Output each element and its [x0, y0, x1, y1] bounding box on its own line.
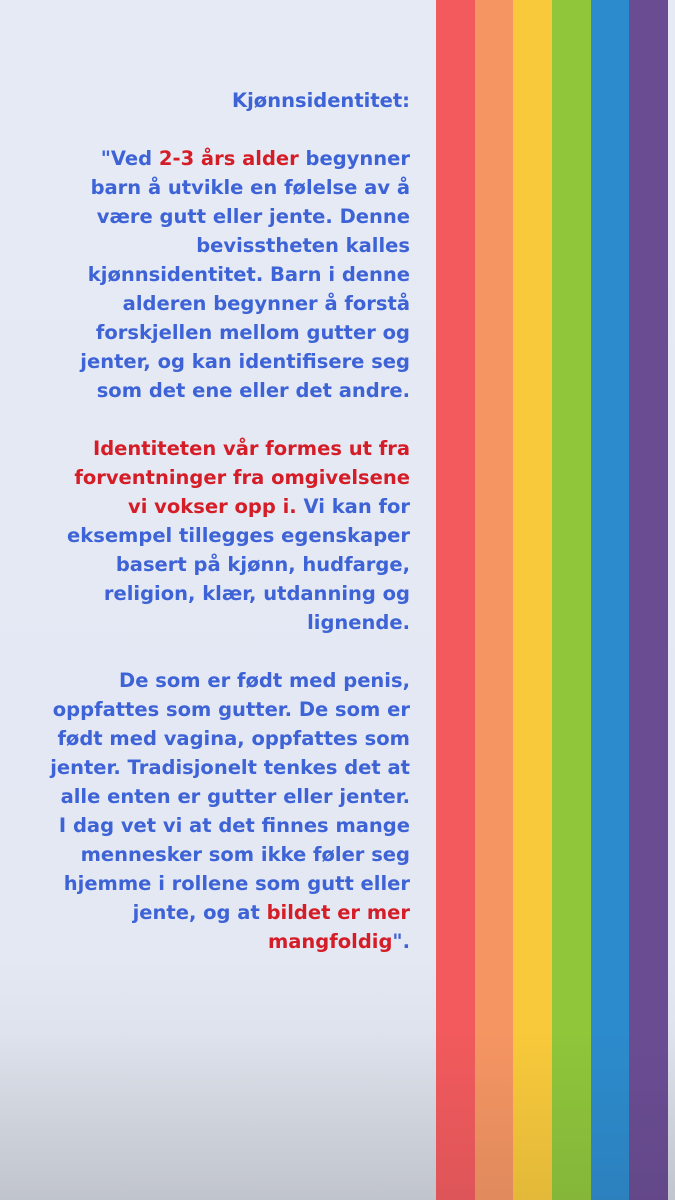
- paragraph-3: [50, 666, 410, 956]
- rainbow-stripes: [436, 0, 668, 1200]
- story-heading: Kjønnsidentitet:: [232, 89, 410, 112]
- paragraph-1-highlight: 2-3 års alder: [158, 147, 299, 170]
- paragraph-1-text-c: begynner barn å utvikle en følelse av å være gutt eller jente. Denne bevisstheten kalles kjønnsidentitet. Barn i denne alderen begynner å forstå forskjellen mellom gutter og jenter, og kan identifisere seg som det ene eller det andre.: [80, 147, 410, 402]
- stripe-yellow: [513, 0, 552, 1200]
- stripe-green: [552, 0, 591, 1200]
- story-text: [50, 86, 410, 956]
- paragraph-1: [50, 144, 410, 405]
- paragraph-3-text-c: ".: [392, 930, 410, 953]
- stripe-red: [436, 0, 475, 1200]
- paragraph-2-highlight: Identiteten vår formes ut fra forventninger fra omgivelsene vi vokser opp i.: [74, 437, 410, 518]
- paragraph-3-highlight: bildet er mer mangfoldig: [266, 901, 410, 953]
- stripe-blue: [591, 0, 630, 1200]
- stripe-purple: [629, 0, 668, 1200]
- paragraph-2-text-b: Vi kan for eksempel tillegges egenskaper basert på kjønn, hudfarge, religion, klær, utdanning og lignende.: [67, 495, 410, 634]
- paragraph-1-text-a: "Ved: [100, 147, 159, 170]
- paragraph-2: [50, 434, 410, 637]
- stripe-orange: [475, 0, 514, 1200]
- paragraph-3-text-a: De som er født med penis, oppfattes som gutter. De som er født med vagina, oppfattes som jenter. Tradisjonelt tenkes det at alle enten er gutter eller jenter. I dag vet vi at det finnes mange mennesker som ikke føler seg hjemme i rollene som gutt eller jente, og at: [50, 669, 410, 924]
